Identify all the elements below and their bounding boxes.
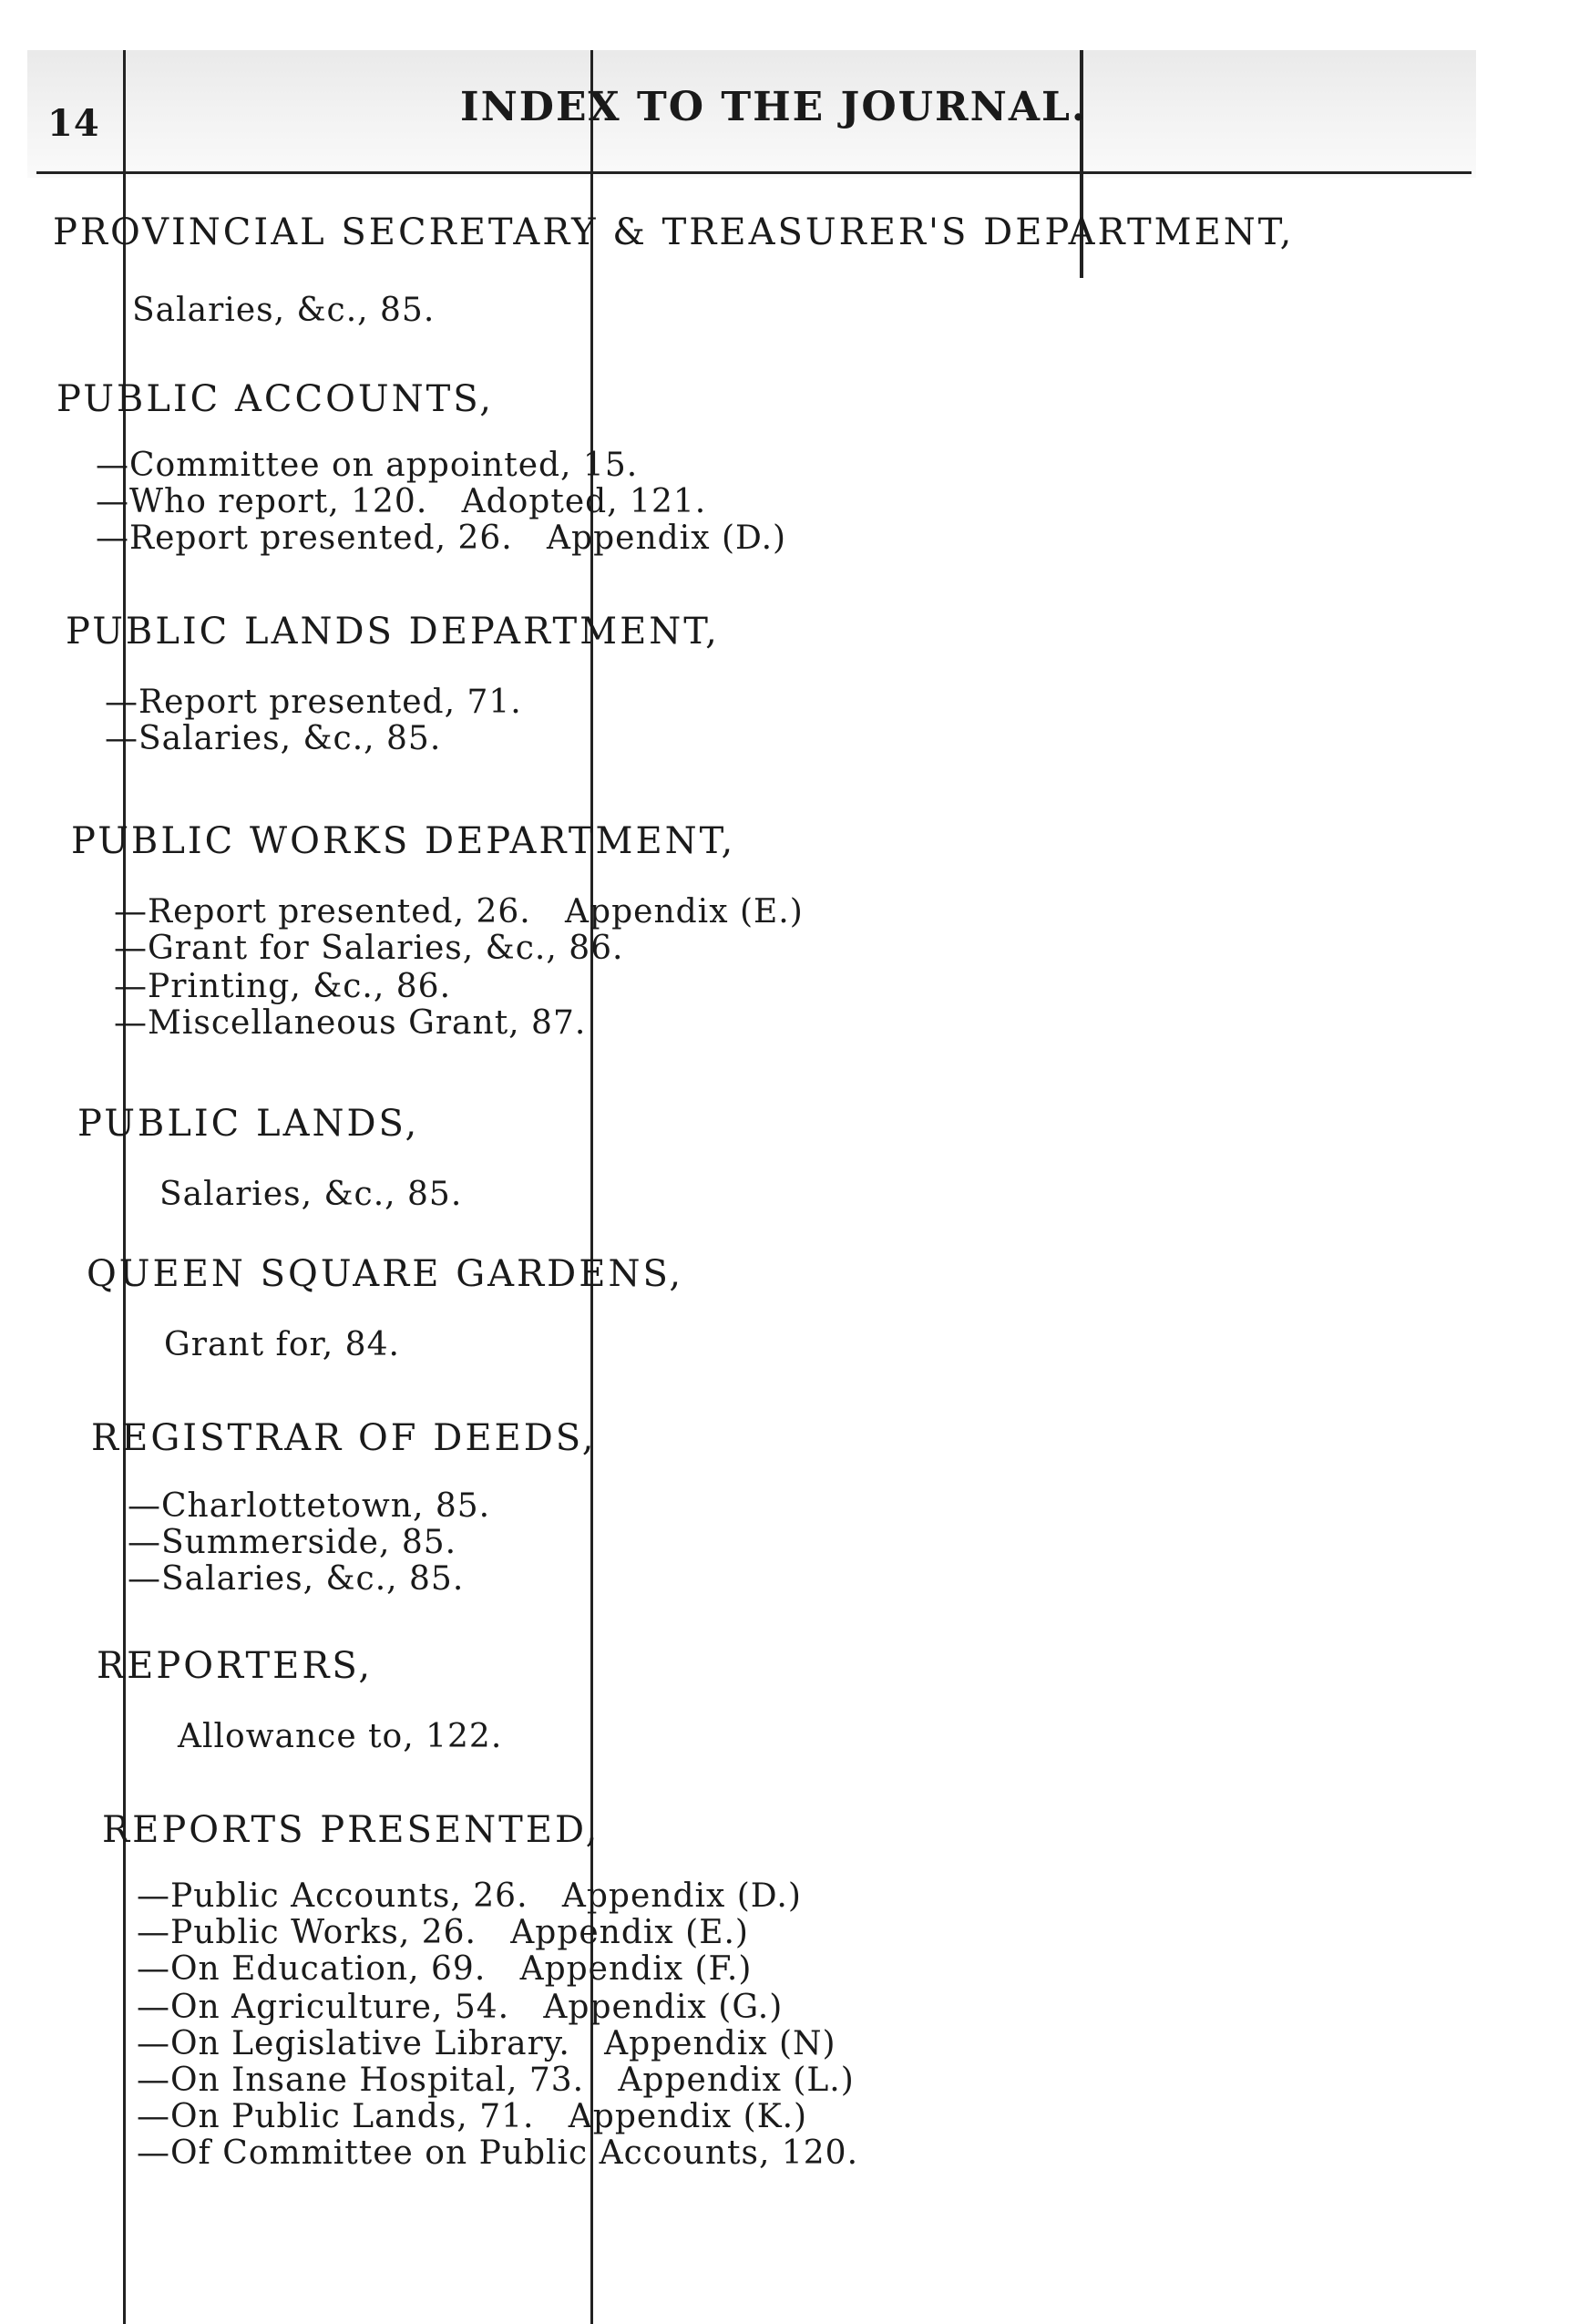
index-entry: — Committee on appointed, 15.: [96, 447, 638, 484]
index-entry: — On Agriculture, 54. Appendix (G.): [137, 1989, 783, 2026]
index-entry: Allowance to, 122.: [178, 1718, 503, 1755]
index-entry: — Public Works, 26. Appendix (E.): [137, 1914, 749, 1951]
index-heading: PUBLIC LANDS,: [77, 1103, 420, 1145]
index-entry: — Charlottetown, 85.: [128, 1487, 490, 1525]
index-entry: — On Insane Hospital, 73. Appendix (L.): [137, 2062, 855, 2099]
index-heading: PROVINCIAL SECRETARY & TREASURER'S DEPARTMENT,: [53, 211, 1295, 253]
index-entry: — On Legislative Library. Appendix (N): [137, 2025, 836, 2062]
index-heading: REPORTS PRESENTED,: [102, 1809, 600, 1851]
index-entry: — Report presented, 26. Appendix (E.): [114, 893, 804, 931]
index-heading: REGISTRAR OF DEEDS,: [91, 1417, 597, 1459]
index-heading: PUBLIC LANDS DEPARTMENT,: [66, 611, 720, 653]
page-number: 14: [47, 102, 100, 145]
index-entry: — Of Committee on Public Accounts, 120.: [137, 2134, 858, 2172]
index-entry: — Printing, &c., 86.: [114, 968, 451, 1005]
index-entry: — Grant for Salaries, &c., 86.: [114, 930, 623, 967]
index-entry: — On Education, 69. Appendix (F.): [137, 1950, 752, 1988]
index-entry: — Salaries, &c., 85.: [128, 1560, 464, 1598]
running-head: INDEX TO THE JOURNAL.: [460, 84, 1088, 130]
index-entry: — Miscellaneous Grant, 87.: [114, 1004, 586, 1042]
index-entry: — Summerside, 85.: [128, 1524, 456, 1561]
index-heading: QUEEN SQUARE GARDENS,: [87, 1253, 684, 1295]
index-entry: Salaries, &c., 85.: [132, 292, 436, 329]
index-entry: — On Public Lands, 71. Appendix (K.): [137, 2098, 807, 2135]
index-heading: REPORTERS,: [97, 1645, 374, 1687]
index-heading: PUBLIC ACCOUNTS,: [56, 378, 494, 420]
index-entry: Grant for, 84.: [164, 1326, 400, 1363]
index-entry: — Who report, 120. Adopted, 121.: [96, 483, 706, 520]
index-heading: PUBLIC WORKS DEPARTMENT,: [71, 820, 736, 862]
index-entry: Salaries, &c., 85.: [159, 1176, 463, 1213]
index-entry: — Public Accounts, 26. Appendix (D.): [137, 1877, 802, 1915]
index-entry: — Salaries, &c., 85.: [105, 720, 441, 757]
index-entry: — Report presented, 71.: [105, 684, 522, 721]
header-rule: [36, 171, 1472, 174]
index-entry: — Report presented, 26. Appendix (D.): [96, 519, 786, 557]
